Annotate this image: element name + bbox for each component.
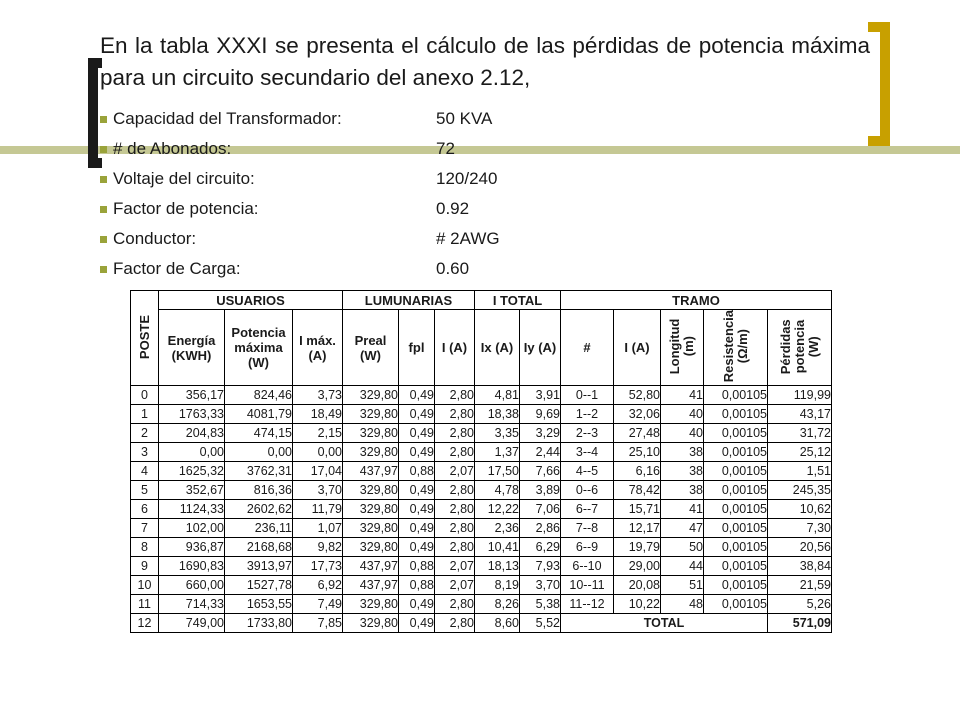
table-cell: 41 xyxy=(661,386,704,405)
table-cell: 2,86 xyxy=(520,519,561,538)
table-row xyxy=(131,576,832,595)
table-cell: 10,22 xyxy=(614,595,661,614)
table-row xyxy=(131,386,832,405)
parameter-label: Conductor: xyxy=(113,229,197,248)
table-cell: 12 xyxy=(131,614,159,633)
table-cell: 18,49 xyxy=(293,405,343,424)
table-cell: 1625,32 xyxy=(159,462,225,481)
table-cell: 329,80 xyxy=(343,481,399,500)
table-cell: 3--4 xyxy=(561,443,614,462)
table-cell: 6--10 xyxy=(561,557,614,576)
table-cell: 40 xyxy=(661,424,704,443)
table-cell: 2,44 xyxy=(520,443,561,462)
table-cell: 38 xyxy=(661,462,704,481)
table-cell: 2,15 xyxy=(293,424,343,443)
table-cell: 38 xyxy=(661,481,704,500)
table-cell: 0,00105 xyxy=(704,500,768,519)
table-cell: 10--11 xyxy=(561,576,614,595)
parameter-value: 0.92 xyxy=(436,199,470,218)
table-cell: 31,72 xyxy=(768,424,832,443)
table-cell: 2,80 xyxy=(435,443,475,462)
table-row xyxy=(131,481,832,500)
table-cell: 352,67 xyxy=(159,481,225,500)
header-longitud: Longitud (m) xyxy=(661,310,704,386)
table-cell: 8 xyxy=(131,538,159,557)
parameter-item xyxy=(100,134,700,164)
parameter-value: 120/240 xyxy=(436,169,498,188)
table-cell: 329,80 xyxy=(343,538,399,557)
table-cell: 7--8 xyxy=(561,519,614,538)
table-cell: 0--6 xyxy=(561,481,614,500)
table-cell: 0,88 xyxy=(399,462,435,481)
table-cell: 660,00 xyxy=(159,576,225,595)
table-cell: 329,80 xyxy=(343,424,399,443)
square-bullet-icon xyxy=(100,176,107,183)
table-cell: 0,00 xyxy=(293,443,343,462)
header-perdidas: Pérdidas potencia (W) xyxy=(768,310,832,386)
table-cell: 0,88 xyxy=(399,557,435,576)
table-cell: 2,80 xyxy=(435,424,475,443)
table-cell: 9,82 xyxy=(293,538,343,557)
group-itotal: I TOTAL xyxy=(475,291,561,310)
table-cell: 21,59 xyxy=(768,576,832,595)
table-cell: 2,80 xyxy=(435,405,475,424)
table-row xyxy=(131,500,832,519)
total-label: TOTAL xyxy=(561,614,768,633)
parameter-value: 72 xyxy=(436,139,455,158)
header-ix: Ix (A) xyxy=(475,310,520,386)
table-cell: 6--9 xyxy=(561,538,614,557)
table-row xyxy=(131,405,832,424)
table-cell: 236,11 xyxy=(225,519,293,538)
table-cell: 4--5 xyxy=(561,462,614,481)
table-cell: 437,97 xyxy=(343,557,399,576)
total-value: 571,09 xyxy=(768,614,832,633)
table-cell: 0,49 xyxy=(399,500,435,519)
header-iy: Iy (A) xyxy=(520,310,561,386)
table-cell: 47 xyxy=(661,519,704,538)
table-cell: 6,29 xyxy=(520,538,561,557)
table-row-total xyxy=(131,614,832,633)
table-cell: 329,80 xyxy=(343,386,399,405)
table-cell: 749,00 xyxy=(159,614,225,633)
table-cell: 0,00105 xyxy=(704,481,768,500)
table-row xyxy=(131,424,832,443)
table-cell: 4 xyxy=(131,462,159,481)
table-cell: 1733,80 xyxy=(225,614,293,633)
table-cell: 25,12 xyxy=(768,443,832,462)
table-cell: 7,85 xyxy=(293,614,343,633)
parameter-item xyxy=(100,224,700,254)
parameter-value: 50 KVA xyxy=(436,109,493,128)
table-cell: 25,10 xyxy=(614,443,661,462)
table-cell: 1527,78 xyxy=(225,576,293,595)
table-row xyxy=(131,462,832,481)
table-cell: 48 xyxy=(661,595,704,614)
table-cell: 356,17 xyxy=(159,386,225,405)
table-cell: 329,80 xyxy=(343,500,399,519)
table-cell: 3913,97 xyxy=(225,557,293,576)
table-cell: 6--7 xyxy=(561,500,614,519)
table-cell: 3,70 xyxy=(520,576,561,595)
table-cell: 29,00 xyxy=(614,557,661,576)
table-cell: 5 xyxy=(131,481,159,500)
table-cell: 245,35 xyxy=(768,481,832,500)
table-cell: 78,42 xyxy=(614,481,661,500)
table-cell: 7,66 xyxy=(520,462,561,481)
intro-text: En la tabla XXXI se presenta el cálculo de las pérdidas de potencia máxima para un circuito secundario del anexo 2.12, xyxy=(100,33,870,90)
table-cell: 102,00 xyxy=(159,519,225,538)
table-cell: 1690,83 xyxy=(159,557,225,576)
table-cell: 0 xyxy=(131,386,159,405)
table-cell: 6 xyxy=(131,500,159,519)
table-cell: 2,07 xyxy=(435,557,475,576)
table-cell: 714,33 xyxy=(159,595,225,614)
table-cell: 0,49 xyxy=(399,424,435,443)
parameter-item xyxy=(100,194,700,224)
table-cell: 3,89 xyxy=(520,481,561,500)
table-cell: 1--2 xyxy=(561,405,614,424)
table-cell: 43,17 xyxy=(768,405,832,424)
table-cell: 0,49 xyxy=(399,595,435,614)
table-cell: 38,84 xyxy=(768,557,832,576)
parameter-label: Capacidad del Transformador: xyxy=(113,109,342,128)
table-cell: 18,13 xyxy=(475,557,520,576)
table-cell: 474,15 xyxy=(225,424,293,443)
parameter-label: # de Abonados: xyxy=(113,139,232,158)
table-cell: 0,00105 xyxy=(704,424,768,443)
table-row xyxy=(131,443,832,462)
table-cell: 19,79 xyxy=(614,538,661,557)
table-cell: 0,00105 xyxy=(704,519,768,538)
table-cell: 329,80 xyxy=(343,405,399,424)
table-cell: 0,00105 xyxy=(704,405,768,424)
table-cell: 2,80 xyxy=(435,386,475,405)
table-cell: 11,79 xyxy=(293,500,343,519)
table-cell: 4081,79 xyxy=(225,405,293,424)
header-resistencia: Resistencia (Ω/m) xyxy=(704,310,768,386)
table-cell: 12,22 xyxy=(475,500,520,519)
table-cell: 38 xyxy=(661,443,704,462)
table-cell: 2,80 xyxy=(435,595,475,614)
table-cell: 51 xyxy=(661,576,704,595)
parameter-value: 0.60 xyxy=(436,259,470,278)
table-cell: 2,07 xyxy=(435,576,475,595)
table-cell: 0,49 xyxy=(399,443,435,462)
table-cell: 3762,31 xyxy=(225,462,293,481)
parameter-label: Voltaje del circuito: xyxy=(113,169,255,188)
table-cell: 10 xyxy=(131,576,159,595)
table-row xyxy=(131,557,832,576)
table-cell: 2--3 xyxy=(561,424,614,443)
table-cell: 0,00105 xyxy=(704,557,768,576)
table-cell: 1763,33 xyxy=(159,405,225,424)
table-cell: 0,00105 xyxy=(704,595,768,614)
table-cell: 0--1 xyxy=(561,386,614,405)
table-cell: 7,93 xyxy=(520,557,561,576)
table-cell: 2 xyxy=(131,424,159,443)
table-cell: 0,49 xyxy=(399,614,435,633)
table-cell: 4,81 xyxy=(475,386,520,405)
table-cell: 3,35 xyxy=(475,424,520,443)
table-cell: 27,48 xyxy=(614,424,661,443)
table-cell: 0,49 xyxy=(399,386,435,405)
table-cell: 12,17 xyxy=(614,519,661,538)
header-potencia-maxima: Potencia máxima (W) xyxy=(225,310,293,386)
table-cell: 3,91 xyxy=(520,386,561,405)
parameter-label: Factor de potencia: xyxy=(113,199,259,218)
table-cell: 0,49 xyxy=(399,481,435,500)
table-cell: 4,78 xyxy=(475,481,520,500)
table-cell: 329,80 xyxy=(343,519,399,538)
table-cell: 3,29 xyxy=(520,424,561,443)
table-cell: 0,49 xyxy=(399,405,435,424)
table-cell: 1,07 xyxy=(293,519,343,538)
parameter-item xyxy=(100,104,700,134)
table-cell: 9 xyxy=(131,557,159,576)
square-bullet-icon xyxy=(100,206,107,213)
table-cell: 5,26 xyxy=(768,595,832,614)
table-cell: 8,60 xyxy=(475,614,520,633)
group-usuarios: USUARIOS xyxy=(159,291,343,310)
table-cell: 5,52 xyxy=(520,614,561,633)
table-cell: 0,00105 xyxy=(704,462,768,481)
table-cell: 1653,55 xyxy=(225,595,293,614)
table-cell: 1,51 xyxy=(768,462,832,481)
intro-paragraph xyxy=(100,30,870,94)
table-cell: 44 xyxy=(661,557,704,576)
table-cell: 1 xyxy=(131,405,159,424)
group-tramo: TRAMO xyxy=(561,291,832,310)
table-cell: 8,26 xyxy=(475,595,520,614)
table-cell: 329,80 xyxy=(343,443,399,462)
table-cell: 2168,68 xyxy=(225,538,293,557)
table-cell: 0,00105 xyxy=(704,386,768,405)
table-cell: 15,71 xyxy=(614,500,661,519)
table-cell: 0,00105 xyxy=(704,443,768,462)
table-cell: 936,87 xyxy=(159,538,225,557)
table-cell: 7,30 xyxy=(768,519,832,538)
table-row xyxy=(131,595,832,614)
table-cell: 2,07 xyxy=(435,462,475,481)
table-cell: 10,41 xyxy=(475,538,520,557)
header-preal: Preal (W) xyxy=(343,310,399,386)
table-cell: 7 xyxy=(131,519,159,538)
header-energia: Energía (KWH) xyxy=(159,310,225,386)
parameter-value: # 2AWG xyxy=(436,229,500,248)
table-cell: 7,49 xyxy=(293,595,343,614)
table-cell: 6,92 xyxy=(293,576,343,595)
table-cell: 11 xyxy=(131,595,159,614)
table-cell: 3 xyxy=(131,443,159,462)
parameter-item xyxy=(100,164,700,194)
table-cell: 0,00105 xyxy=(704,538,768,557)
square-bullet-icon xyxy=(100,236,107,243)
table-cell: 0,00 xyxy=(225,443,293,462)
table-cell: 816,36 xyxy=(225,481,293,500)
table-cell: 32,06 xyxy=(614,405,661,424)
table-cell: 437,97 xyxy=(343,462,399,481)
losses-table-container xyxy=(130,290,832,633)
table-cell: 2,80 xyxy=(435,519,475,538)
table-cell: 0,49 xyxy=(399,538,435,557)
table-cell: 119,99 xyxy=(768,386,832,405)
table-cell: 9,69 xyxy=(520,405,561,424)
table-cell: 2,80 xyxy=(435,538,475,557)
table-cell: 20,08 xyxy=(614,576,661,595)
square-bullet-icon xyxy=(100,266,107,273)
table-cell: 50 xyxy=(661,538,704,557)
table-cell: 5,38 xyxy=(520,595,561,614)
table-cell: 17,50 xyxy=(475,462,520,481)
table-cell: 20,56 xyxy=(768,538,832,557)
parameter-label: Factor de Carga: xyxy=(113,259,241,278)
table-cell: 2,80 xyxy=(435,481,475,500)
table-row xyxy=(131,538,832,557)
table-cell: 3,70 xyxy=(293,481,343,500)
table-cell: 1124,33 xyxy=(159,500,225,519)
table-cell: 7,06 xyxy=(520,500,561,519)
table-cell: 329,80 xyxy=(343,614,399,633)
table-cell: 2,36 xyxy=(475,519,520,538)
table-cell: 10,62 xyxy=(768,500,832,519)
header-i-max: I máx. (A) xyxy=(293,310,343,386)
header-poste: POSTE xyxy=(131,291,159,386)
table-cell: 52,80 xyxy=(614,386,661,405)
table-cell: 329,80 xyxy=(343,595,399,614)
table-cell: 11--12 xyxy=(561,595,614,614)
square-bullet-icon xyxy=(100,116,107,123)
header-fpl: fpl xyxy=(399,310,435,386)
group-lumunarias: LUMUNARIAS xyxy=(343,291,475,310)
table-cell: 0,49 xyxy=(399,519,435,538)
table-cell: 41 xyxy=(661,500,704,519)
table-cell: 40 xyxy=(661,405,704,424)
table-cell: 1,37 xyxy=(475,443,520,462)
parameter-item xyxy=(100,254,700,284)
table-cell: 2,80 xyxy=(435,500,475,519)
table-cell: 0,88 xyxy=(399,576,435,595)
table-cell: 8,19 xyxy=(475,576,520,595)
header-i-tramo: I (A) xyxy=(614,310,661,386)
table-cell: 3,73 xyxy=(293,386,343,405)
table-cell: 204,83 xyxy=(159,424,225,443)
table-cell: 2602,62 xyxy=(225,500,293,519)
table-cell: 17,04 xyxy=(293,462,343,481)
header-tramo-num: # xyxy=(561,310,614,386)
table-row xyxy=(131,519,832,538)
table-cell: 437,97 xyxy=(343,576,399,595)
table-cell: 6,16 xyxy=(614,462,661,481)
table-cell: 2,80 xyxy=(435,614,475,633)
table-cell: 0,00105 xyxy=(704,576,768,595)
square-bullet-icon xyxy=(100,146,107,153)
losses-table xyxy=(130,290,832,633)
parameter-list xyxy=(100,104,700,284)
table-cell: 0,00 xyxy=(159,443,225,462)
table-cell: 17,73 xyxy=(293,557,343,576)
table-cell: 18,38 xyxy=(475,405,520,424)
header-i-a: I (A) xyxy=(435,310,475,386)
table-cell: 824,46 xyxy=(225,386,293,405)
right-bracket-decoration xyxy=(868,22,890,146)
